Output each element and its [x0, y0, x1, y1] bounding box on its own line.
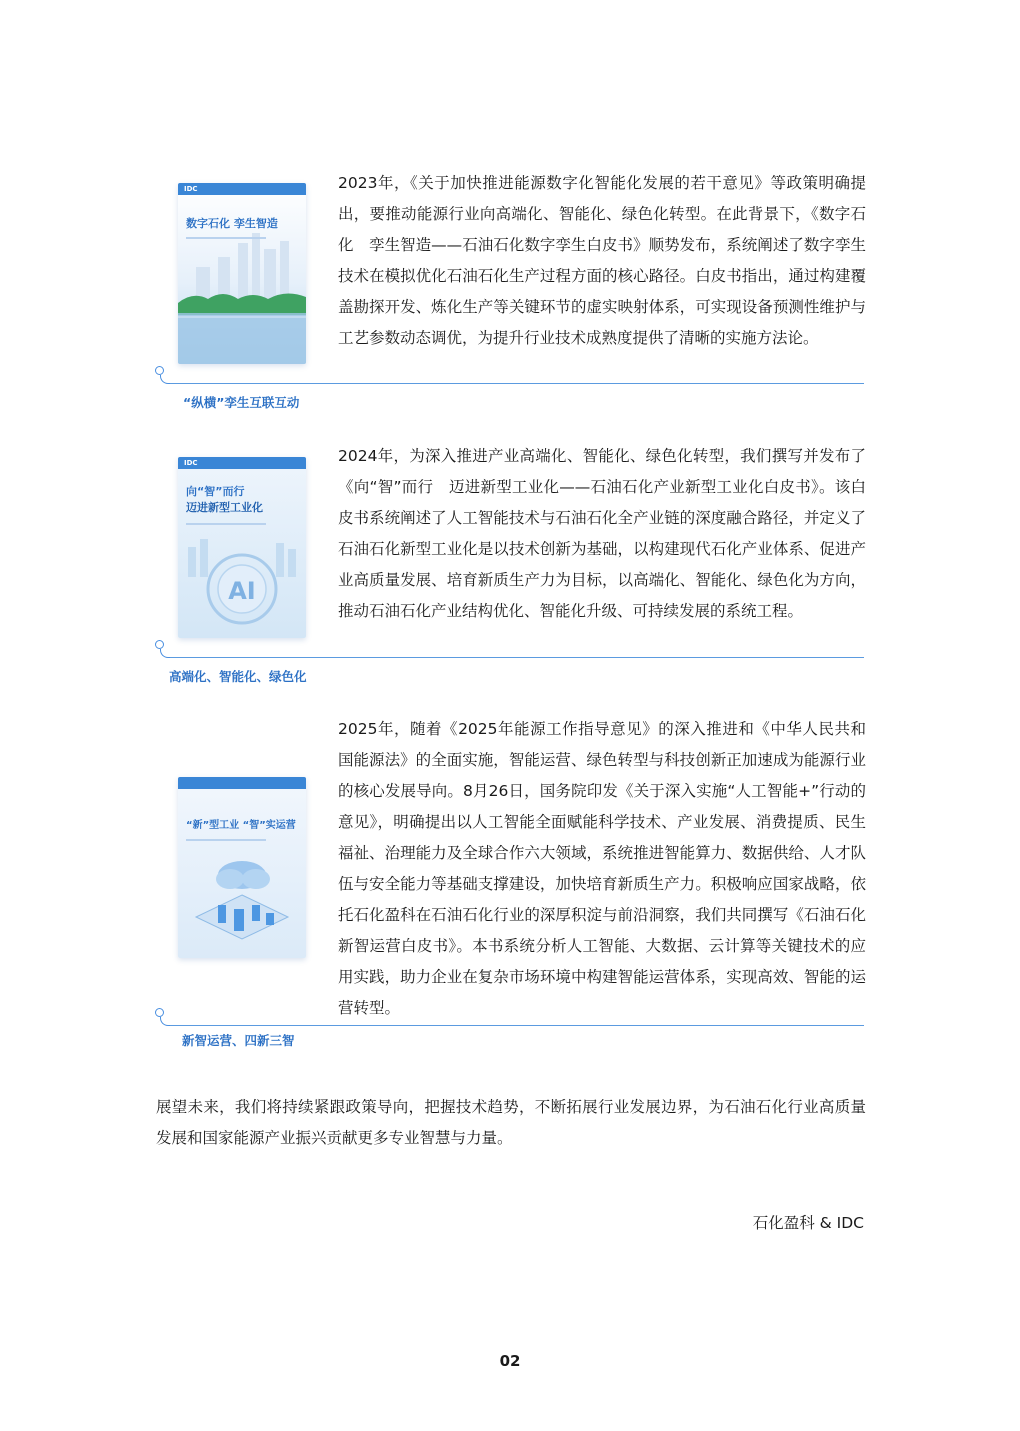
cover-title: 数字石化 孪生智造 [186, 217, 278, 230]
cover-logo: IDC [184, 459, 198, 467]
cover-title: 向“智”而行 [186, 485, 245, 498]
cover-ai-badge: AI [228, 577, 256, 605]
cover-image-smart-operations [178, 777, 306, 958]
cover-image-new-industrialization [178, 457, 306, 638]
cover-subtitle-line [186, 237, 266, 239]
page-number: 02 [499, 1352, 521, 1370]
entry-caption: “纵横”孪生互联互动 [183, 395, 300, 410]
section-divider [170, 383, 864, 384]
closing-paragraph: 展望未来，我们将持续紧跟政策导向，把握技术趋势，不断拓展行业发展边界，为石油石化行业高质量发展和国家能源产业振兴贡献更多专业智慧与力量。 [156, 1098, 866, 1147]
entry-caption: 高端化、智能化、绿色化 [169, 669, 307, 684]
rule-node-icon [155, 640, 164, 649]
cover-illustration-isometric-cloud [178, 777, 306, 958]
section-divider [170, 657, 864, 658]
signature: 石化盈科 & IDC [752, 1214, 864, 1232]
cover-illustration-city-water [178, 183, 306, 364]
cover-image-digital-twin [178, 183, 306, 364]
cover-header-bar [178, 777, 306, 789]
entry-paragraph-2023: 2023年，《关于加快推进能源数字化智能化发展的若干意见》等政策明确提出，要推动能源行业向高端化、智能化、绿色化转型。在此背景下，《数字石化 孪生智造——石油石化数字孪生白皮书》顺势发布，系统阐述了数字孪生技术在模拟优化石油石化生产过程方面的核心路径。白皮书指出，通过构建覆盖勘探开发、炼化生产等关键环节的虚实映射体系，可实现设备预测性维护与工艺参数动态调优，为提升行业技术成熟度提供了清晰的实施方法论。 [338, 174, 866, 347]
entry-caption: 新智运营、四新三智 [182, 1033, 295, 1048]
section-divider [170, 1025, 864, 1026]
cover-logo: IDC [184, 185, 198, 193]
rule-node-icon [155, 1008, 164, 1017]
cover-title: “新”型工业 “智”实运营 [186, 820, 296, 831]
entry-paragraph-2025: 2025年，随着《2025年能源工作指导意见》的深入推进和《中华人民共和国能源法》的全面实施，智能运营、绿色转型与科技创新正加速成为能源行业的核心发展导向。8月26日，国务院印发《关于深入实施“人工智能+”行动的意见》，明确提出以人工智能全面赋能科学技术、产业发展、消费提质、民生福祉、治理能力及全球合作六大领域，系统推进智能算力、数据供给、人才队伍与安全能力等基础支撑建设，加快培育新质生产力。积极响应国家战略，依托石化盈科在石油石化行业的深厚积淀与前沿洞察，我们共同撰写《石油石化新智运营白皮书》。本书系统分析人工智能、大数据、云计算等关键技术的应用实践，助力企业在复杂市场环境中构建智能运营体系，实现高效、智能的运营转型。 [338, 720, 866, 1017]
rule-node-icon [155, 366, 164, 375]
cover-title-line2: 迈进新型工业化 [186, 501, 263, 514]
entry-paragraph-2024: 2024年，为深入推进产业高端化、智能化、绿色化转型，我们撰写并发布了《向“智”而行 迈进新型工业化——石油石化产业新型工业化白皮书》。该白皮书系统阐述了人工智能技术与石油石化全产业链的深度融合路径，并定义了石油石化新型工业化是以技术创新为基础，以构建现代石化产业体系、促进产业高质量发展、培育新质生产力为目标，以高端化、智能化、绿色化为方向，推动石油石化产业结构优化、智能化升级、可持续发展的系统工程。 [338, 447, 866, 620]
